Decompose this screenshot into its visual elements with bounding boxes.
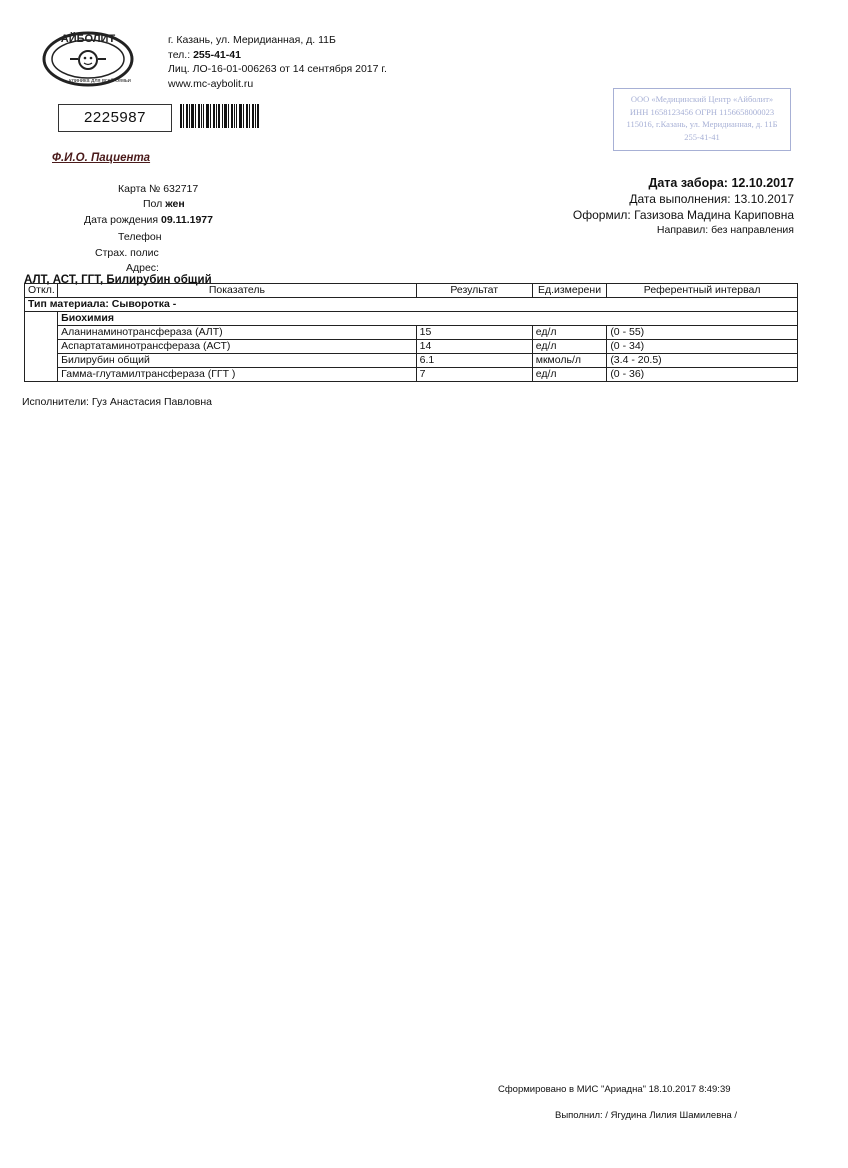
clinic-stamp: ООО «Медицинский Центр «Айболит» ИНН 1658123456 ОГРН 1156658000023 115016, г.Казань, ул. Меридианная, д. 11Б 255-41-41 (613, 88, 791, 151)
clinic-phone: тел.: 255-41-41 (168, 48, 241, 61)
section-title: АЛТ, АСТ, ГГТ, Билирубин общий (24, 274, 212, 286)
generated-info: Сформировано в МИС "Ариадна" 18.10.2017 8:49:39 (498, 1084, 731, 1095)
clinic-website: www.mc-aybolit.ru (168, 77, 254, 90)
header-result: Результат (416, 284, 532, 298)
header-indicator: Показатель (58, 284, 417, 298)
table-header-row (25, 284, 798, 298)
clinic-license: Лиц. ЛО-16-01-006263 от 14 сентября 2017 г. (168, 63, 387, 76)
table-row: Билирубин общий 6.1 мкмоль/л (3.4 - 20.5) (25, 354, 798, 368)
card-number: Карта № 632717 (118, 183, 199, 195)
issued-by: Оформил: Газизова Мадина Кариповна (572, 208, 794, 222)
clinic-address: г. Казань, ул. Меридианная, д. 11Б (168, 34, 336, 46)
patient-dob: Дата рождения 09.11.1977 (84, 214, 213, 226)
header-reference: Референтный интервал (607, 284, 798, 298)
barcode-image (180, 104, 260, 128)
svg-text:клиника для всей семьи: клиника для всей семьи (69, 78, 131, 84)
header-unit: Ед.измерени (532, 284, 607, 298)
patient-phone-label: Телефон (118, 231, 162, 243)
performers: Исполнители: Гуз Анастасия Павловна (22, 396, 213, 408)
clinic-info (168, 33, 387, 91)
table-row: Аспартатаминотрансфераза (АСТ) 14 ед/л (0 - 34) (25, 340, 798, 354)
referral: Направил: без направления (656, 224, 794, 236)
patient-sex: Пол жен (143, 198, 185, 210)
material-row: Тип материала: Сыворотка - (25, 298, 798, 312)
collect-date: Дата забора: 12.10.2017 (648, 176, 794, 190)
table-row: Гамма-глутамилтрансфераза (ГГТ ) 7 ед/л (0 - 36) (25, 368, 798, 382)
executed-by: Выполнил: / Ягудина Лилия Шамилевна / (555, 1110, 738, 1121)
barcode-number: 2225987 (58, 104, 172, 132)
patient-policy-label: Страх. полис (95, 247, 159, 259)
table-row: Аланинаминотрансфераза (АЛТ) 15 ед/л (0 - 55) (25, 326, 798, 340)
header-otkl: Откл. (25, 284, 58, 298)
group-row: Биохимия (25, 312, 798, 326)
results-table (24, 283, 798, 382)
done-date: Дата выполнения: 13.10.2017 (629, 192, 794, 206)
svg-text:АЙБОЛИТ: АЙБОЛИТ (60, 33, 116, 45)
patient-address-label: Адрес: (126, 262, 159, 274)
clinic-logo (40, 26, 152, 88)
patient-title: Ф.И.О. Пациента (52, 152, 151, 164)
